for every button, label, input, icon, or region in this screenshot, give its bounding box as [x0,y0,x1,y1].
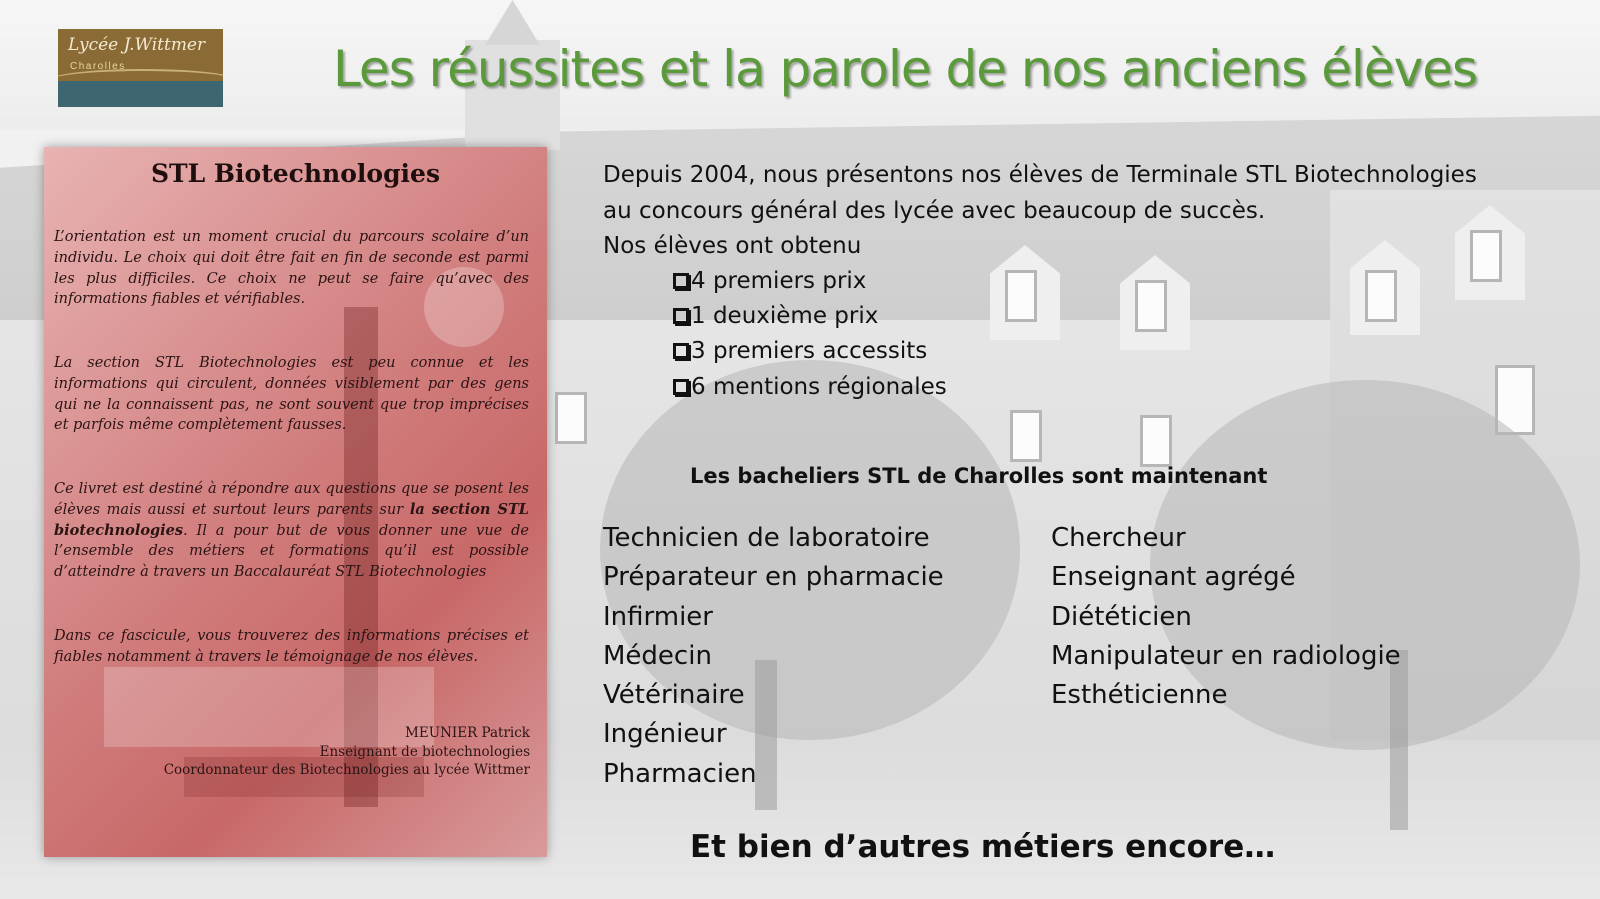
jobs-list-right [1051,519,1401,715]
list-item: Diététicien [1051,601,1192,632]
checkbox-bullet-icon [673,379,689,395]
intro-line: Nos élèves ont obtenu [603,233,862,259]
list-item: Manipulateur en radiologie [1051,640,1401,671]
brochure-cover [44,147,547,857]
signature-role: Coordonnateur des Biotechnologies au lycée Wittmer [163,762,530,778]
brochure-paragraph: Ce livret est destiné à répondre aux questions que se posent les élèves mais aussi et surtout leurs parents sur la section STL biotechnologies. Il a pour but de vous donner une vue de l’ensemble des métiers et formations qu’il est possible d’atteindre à travers un Baccalauréat STL Biotechnologies [54,481,530,581]
school-logo [58,29,223,107]
intro-text [603,158,1477,265]
brochure-paragraph: L’orientation est un moment crucial du parcours scolaire d’un individu. Le choix qui doit être fait en fin de seconde est parmi les plus difficiles. Ce choix ne peut se faire qu’avec des informations fiables et vérifiables. [54,229,529,308]
checkbox-bullet-icon [673,343,689,359]
list-item: Médecin [603,640,712,671]
brochure-bold-text: la section STL biotechnologies [54,500,530,539]
list-item: Enseignant agrégé [1051,562,1296,593]
intro-line: au concours général des lycée avec beaucoup de succès. [603,197,1266,224]
checkbox-bullet-icon [673,308,689,324]
list-item: Pharmacien [603,758,757,789]
footer-text: Et bien d’autres métiers encore… [690,829,1276,865]
list-item: 6 mentions régionales [673,370,947,405]
page-title: Les réussites et la parole de nos anciens élèves [332,40,1478,98]
list-item: Esthéticienne [1051,680,1228,711]
list-item: Technicien de laboratoire [603,523,930,553]
brochure-paragraph: La section STL Biotechnologies est peu connue et les informations qui circulent, données visiblement par des gens qui ne la connaissent pas, ne sont souvent que trop imprécises et parfois même complètement fausses. [54,355,529,434]
brochure-heading: STL Biotechnologies [150,159,441,188]
list-item: Préparateur en pharmacie [603,562,944,593]
list-item: Vétérinaire [603,680,745,711]
jobs-list-left [603,519,944,794]
logo-town: Charolles [70,61,126,72]
intro-line: Depuis 2004, nous présentons nos élèves de Terminale STL Biotechnologies [603,162,1477,188]
results-list [673,264,947,405]
list-item: 1 deuxième prix [673,299,947,334]
checkbox-bullet-icon [673,273,689,289]
list-item: Ingénieur [603,719,727,750]
list-item: Chercheur [1051,523,1186,553]
signature-role: Enseignant de biotechnologies [319,744,530,760]
logo-name: Lycée J.Wittmer [68,35,206,55]
brochure-paragraph: Dans ce fascicule, vous trouverez des informations précises et fiables notamment à travers le témoignage de nos élèves. [54,628,529,665]
list-item: 4 premiers prix [673,264,947,299]
signature-name: MEUNIER Patrick [405,725,530,741]
list-item: 3 premiers accessits [673,334,947,369]
list-item: Infirmier [603,601,713,632]
jobs-subheading: Les bacheliers STL de Charolles sont maintenant [690,464,1268,488]
